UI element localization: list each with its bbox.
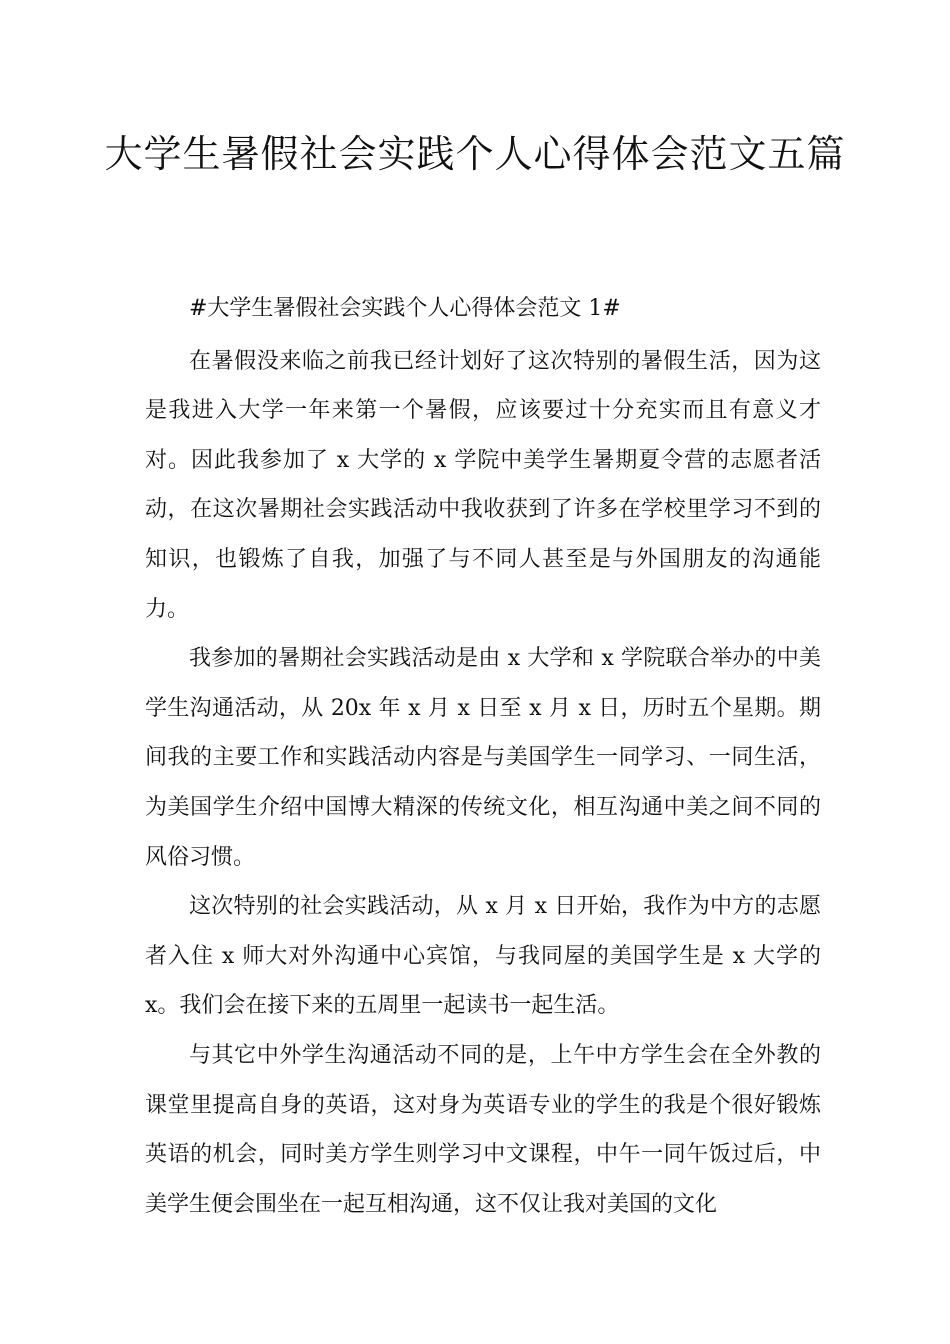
paragraph: 与其它中外学生沟通活动不同的是，上午中方学生会在全外教的课堂里提高自身的英语，这对身为英语专业的学生的我是个很好锻炼英语的机会，同时美方学生则学习中文课程，中午一同午饭过后，中美学生便会围坐在一起互相沟通，这不仅让我对美国的文化	[145, 1042, 821, 1217]
section-heading: #大学生暑假社会实践个人心得体会范文 1#	[189, 296, 621, 321]
paragraph: 我参加的暑期社会实践活动是由 x 大学和 x 学院联合举办的中美学生沟通活动，从 20x 年 x 月 x 日至 x 月 x 日，历时五个星期。期间我的主要工作和实践活动内容是与美国学生一同学习、一同生活，为美国学生介绍中国博大精深的传统文化，相互沟通中美之间不同的风俗习惯。	[145, 646, 821, 870]
document-body	[145, 284, 821, 1229]
paragraph: 在暑假没来临之前我已经计划好了这次特别的暑假生活，因为这是我进入大学一年来第一个暑假，应该要过十分充实而且有意义才对。因此我参加了 x 大学的 x 学院中美学生暑期夏令营的志愿者活动，在这次暑期社会实践活动中我收获到了许多在学校里学习不到的知识，也锻炼了自我，加强了与不同人甚至是与外国朋友的沟通能力。	[145, 348, 821, 622]
paragraph: 这次特别的社会实践活动，从 x 月 x 日开始，我作为中方的志愿者入住 x 师大对外沟通中心宾馆，与我同屋的美国学生是 x 大学的 x。我们会在接下来的五周里一起读书一起生活。	[145, 894, 821, 1019]
document-title: 大学生暑假社会实践个人心得体会范文五篇	[104, 132, 846, 176]
